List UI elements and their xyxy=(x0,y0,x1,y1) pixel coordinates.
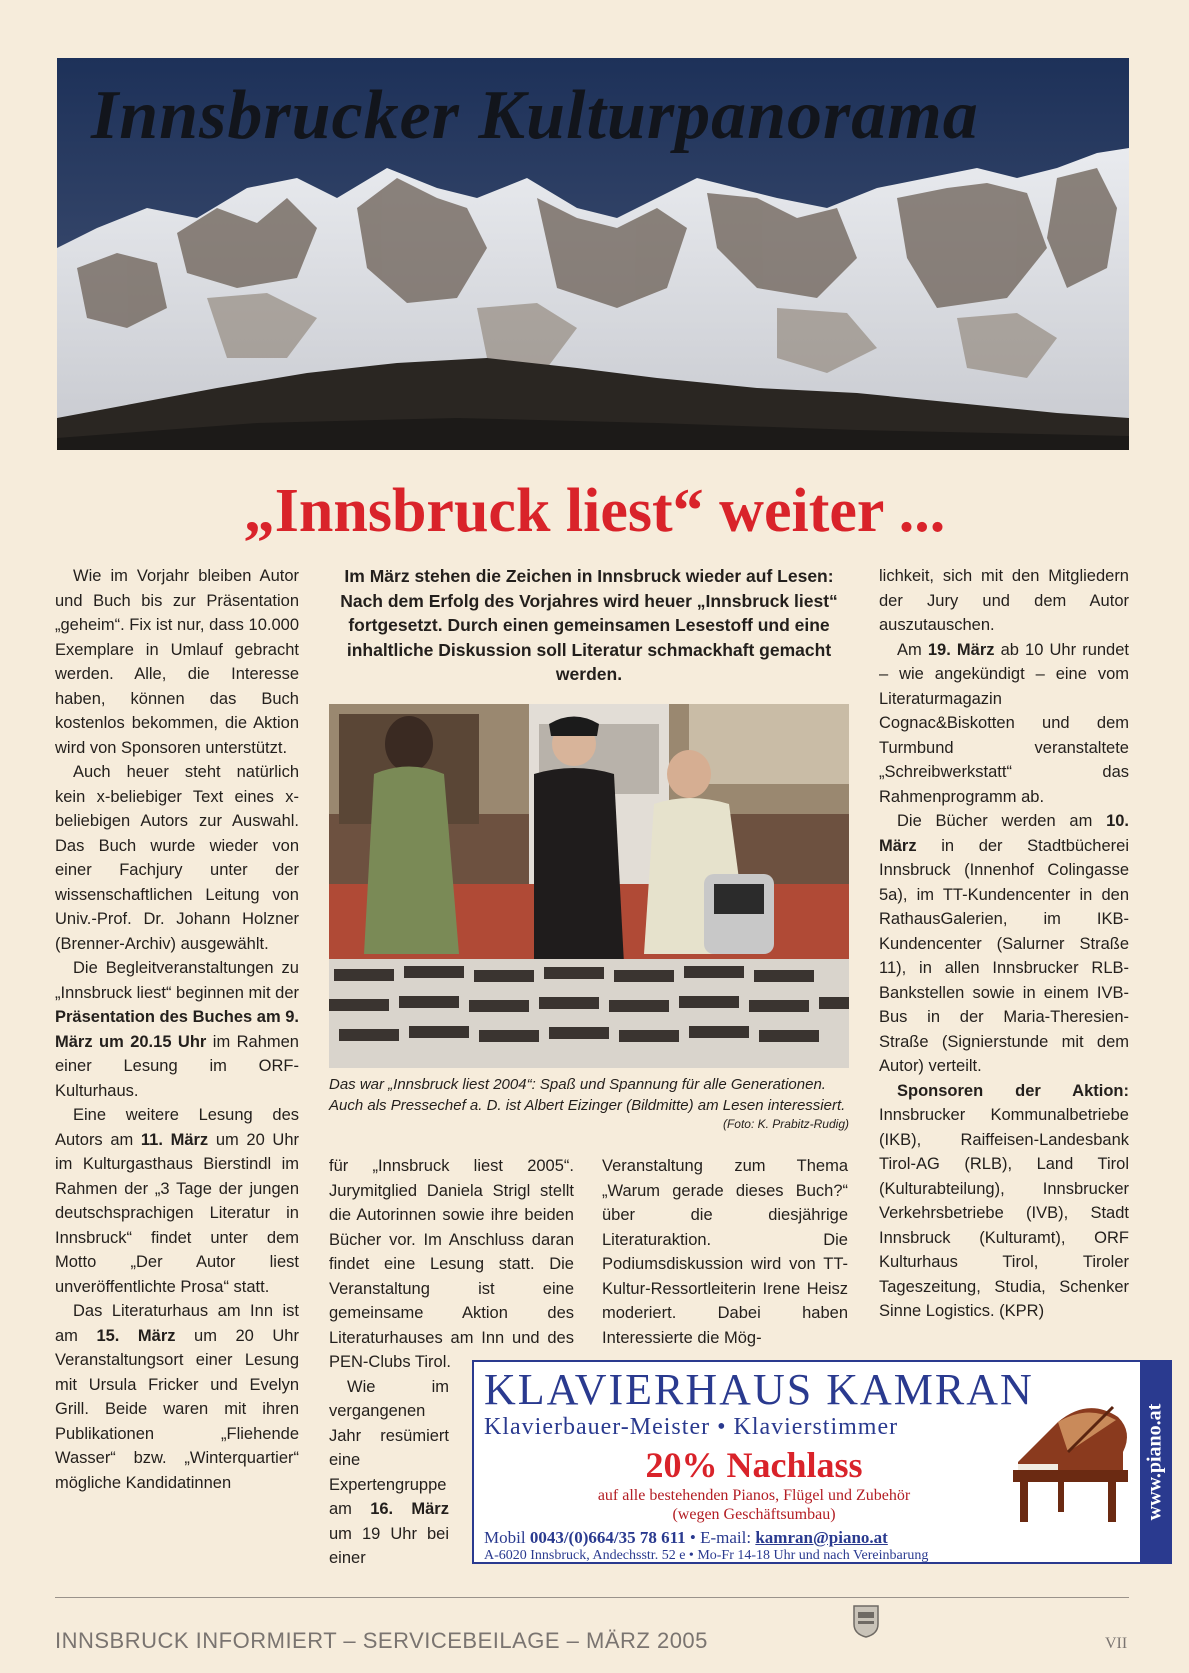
article-headline: „Innsbruck liest“ weiter ... xyxy=(243,477,946,545)
ad-contact: Mobil 0043/(0)664/35 78 611 • E-mail: kamran@piano.at xyxy=(484,1528,888,1547)
article-column-4 xyxy=(879,564,1129,1324)
ad-address: A-6020 Innsbruck, Andechsstr. 52 e • Mo-Fr 14-18 Uhr und nach Vereinbarung xyxy=(484,1548,929,1563)
paragraph: Eine weitere Lesung des Autors am 11. März um 20 Uhr im Kulturgasthaus Bierstindl im Rahmen der „3 Tage der jungen deutschsprachigen Literatur in Innsbruck“ findet unter dem Motto „Der Autor liest unveröffentlichte Prosa“ statt. xyxy=(55,1106,299,1296)
header-banner xyxy=(57,58,1129,450)
footer-text: INNSBRUCK INFORMIERT – SERVICEBEILAGE – MÄRZ 2005 xyxy=(55,1628,708,1653)
bookstore-photo-image xyxy=(329,704,849,1068)
paragraph: Wie im Vorjahr bleiben Autor und Buch bis zur Präsentation „geheim“. Fix ist nur, dass 10.000 Exemplare in Umlauf gebracht werden. Alle, die Interesse haben, können das Buch kostenlos bekommen, die Aktion wird von Sponsoren unterstützt. xyxy=(55,567,299,757)
page-number: VII xyxy=(1105,1635,1128,1652)
banner-title: Innsbrucker Kulturpanorama xyxy=(91,77,979,154)
paragraph: Die Bücher werden am 10. März in der Stadtbücherei Innsbruck (Innenhof Colingasse 5a), im TT-Kundencenter in den RathausGalerien, im IKB-Kundencenter (Salurner Straße 11), in allen Innsbrucker RLB-Bankstellen sowie in einem IVB-Bus in der Maria-Theresien-Straße (Signierstunde mit dem Autor) verteilt. xyxy=(879,812,1129,1075)
ad-offer: 20% Nachlass xyxy=(645,1445,863,1485)
paragraph: Das Literaturhaus am Inn ist am 15. März um 20 Uhr Veranstaltungsort einer Lesung mit Ursula Fricker und Evelyn Grill. Beide waren mit ihren Publikationen „Fliehende Wasser“ bzw. „Winterquartier“ mögliche Kandidatinnen xyxy=(55,1302,299,1492)
article-column-3 xyxy=(602,1154,848,1350)
ad-email-link[interactable]: kamran@piano.at xyxy=(755,1528,888,1547)
paragraph: Am 19. März ab 10 Uhr rundet – wie angekündigt – eine vom Literaturmagazin Cognac&Biskotten und dem Turmbund veranstaltete „Schreibwerkstatt“ das Rahmenprogramm ab. xyxy=(879,640,1129,806)
paragraph: Sponsoren der Aktion: Innsbrucker Kommunalbetriebe (IKB), Raiffeisen-Landesbank Tirol-AG (RLB), Land Tirol (Kulturabteilung), Innsbrucker Verkehrsbetriebe (IVB), Stadt Innsbruck (Kulturamt), ORF Kulturhaus Tirol, Tiroler Tageszeitung, Studia, Schenker Sinne Logistics. (KPR) xyxy=(879,1081,1129,1320)
footer-divider xyxy=(55,1597,1129,1598)
paragraph: Wie im vergangenen Jahr resümiert eine Expertengruppe am 16. März um 19 Uhr bei einer xyxy=(329,1377,449,1567)
grand-piano-icon xyxy=(998,1392,1138,1532)
photo-caption xyxy=(329,1074,849,1135)
ad-title: KLAVIERHAUS KAMRAN xyxy=(484,1365,1034,1414)
paragraph: lichkeit, sich mit den Mitgliedern der Jury und dem Autor auszutauschen. xyxy=(879,567,1129,634)
city-emblem-icon xyxy=(852,1604,880,1638)
paragraph: Veranstaltung zum Thema „Warum gerade dieses Buch?“ über die diesjährige Literaturaktion. Die Podiumsdiskussion wird von TT-Kultur-Ressortleiterin Irene Heisz moderiert. Dabei haben Interessierte die Mög- xyxy=(602,1157,848,1347)
caption-text: Das war „Innsbruck liest 2004“: Spaß und Spannung für alle Generationen. Auch als Pressechef a. D. ist Albert Eizinger (Bildmitte) am Lesen interessiert. xyxy=(329,1076,846,1114)
advertisement-klavierhaus xyxy=(472,1360,1172,1564)
article-lead: Im März stehen die Zeichen in Innsbruck wieder auf Lesen: Nach dem Erfolg des Vorjahres wird heuer „Innsbruck liest“ fortgesetzt. Durch einen gemeinsamen Lesestoff und eine inhaltliche Diskussion soll Literatur schmackhaft gemacht werden. xyxy=(340,566,838,684)
ad-website-strip[interactable]: www.piano.at xyxy=(1140,1362,1170,1562)
paragraph: für „Innsbruck liest 2005“. Jurymitglied Daniela Strigl stellt die Autorinnen sowie ihre beiden Bücher vor. Im Anschluss daran findet eine Lesung statt. Die Veranstaltung ist eine gemeinsame Aktion des Literaturhauses am Inn und des PEN-Clubs Tirol. xyxy=(329,1157,574,1371)
event-photo xyxy=(329,704,849,1068)
photo-credit: (Foto: K. Prabitz-Rudig) xyxy=(722,1117,849,1131)
ad-note: auf alle bestehenden Pianos, Flügel und Zubehör (wegen Geschäftsumbau) xyxy=(597,1487,911,1523)
paragraph: Auch heuer steht natürlich kein x-beliebiger Text eines x-beliebigen Autors zur Auswahl. Das Buch wurde wieder von einer Fachjury unter der wissenschaftlichen Leitung von Univ.-Prof. Dr. Johann Holzner (Brenner-Archiv) ausgewählt. xyxy=(55,763,299,953)
paragraph: Die Begleitveranstaltungen zu „Innsbruck liest“ beginnen mit der Präsentation des Buches am 9. März um 20.15 Uhr im Rahmen einer Lesung im ORF-Kulturhaus. xyxy=(55,959,299,1100)
ad-subtitle: Klavierbauer-Meister • Klavierstimmer xyxy=(484,1414,899,1440)
article-column-1 xyxy=(55,564,299,1495)
